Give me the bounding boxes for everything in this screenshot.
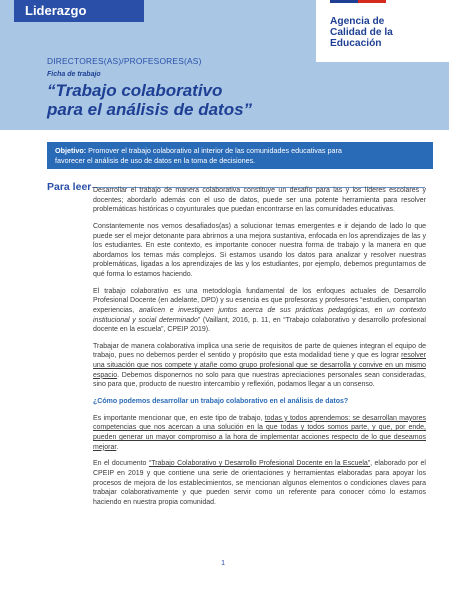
- p3-part-a: El trabajo colaborativo es una metodología fundamental de los enfoques actuales de Desarrollo Profesional Docente (en adelante, DPD) y su esencia es que profesoras y profesores “estudien, compartan experiencias,: [93, 287, 426, 314]
- page-number: 1: [221, 558, 226, 567]
- p6-part-b: , elaborado por el CPEIP en 2019 y que contiene una serie de orientaciones y herramientas elaboradas para apoyar los procesos de mejora de los establecimientos, se mencionan algunos elementos o condiciones claves para trabajar colaborativamente y que pueden servir como un referente para conocer cómo lo estamos haciendo en nuestra propia comunidad.: [93, 460, 426, 506]
- logo-line-2: Calidad de la: [330, 27, 393, 38]
- paragraph-6: [93, 459, 426, 507]
- logo-text: [330, 16, 393, 49]
- p6-part-a: En el documento: [93, 460, 149, 468]
- p3-italic-2: un contexto institucional y social determinado: [93, 306, 426, 324]
- logo-flag-blue: [330, 0, 358, 3]
- p4-part-a: Trabajar de manera colaborativa implica una serie de requisitos de parte de quienes integran el equipo de trabajo, pues no debemos perder el sentido y propósito que esta modalidad tiene y que es lograr: [93, 342, 426, 360]
- document-type: Ficha de trabajo: [47, 71, 101, 78]
- objective-box: [47, 142, 433, 169]
- objective-text-2: favorecer el análisis de uso de datos en la toma de decisiones.: [55, 156, 256, 165]
- reading-body: [93, 186, 426, 515]
- title-line-2: para el análisis de datos”: [47, 100, 253, 119]
- audience-breadcrumb: DIRECTORES(AS)/PROFESORES(AS): [47, 56, 202, 66]
- p3-italic-1: analicen e investiguen juntos acerca de sus prácticas pedagógicas: [138, 306, 368, 314]
- p5-part-a: Es importante mencionar que, en este tipo de trabajo,: [93, 414, 265, 422]
- question-heading: ¿Cómo podemos desarrollar un trabajo colaborativo en el análisis de datos?: [93, 398, 349, 406]
- logo-line-1: Agencia de: [330, 16, 385, 27]
- paragraph-4: [93, 342, 426, 390]
- objective-label: Objetivo:: [55, 146, 87, 155]
- p5-part-b: .: [116, 443, 119, 451]
- p3-part-b: , en: [367, 306, 388, 314]
- title-line-1: “Trabajo colaborativo: [47, 81, 223, 100]
- p4-part-b: . Debemos disponernos no solo para que nuestras apreciaciones personales sean consideradas, sino para que, producto de nuestro intercambio y reflexión, podamos llegar a un consenso.: [93, 371, 426, 389]
- p3-part-c: ” (Vaillant, 2016, p. 11, en “Trabajo colaborativo y desarrollo profesional docente en la escuela”, CPEIP 2019).: [93, 316, 426, 334]
- paragraph-3: [93, 287, 426, 335]
- header-banner: [0, 0, 449, 130]
- logo-line-3: Educación: [330, 38, 382, 49]
- p5-underlined: todas y todos aprendemos: se desarrollan mayores competencias que nos acercan a una solución en la que todas y todos somos parte, y que, por ende, pueden generar un mayor compromiso a la hora de implementar acciones respecto de lo que deseamos mejorar: [93, 414, 427, 451]
- objective-text-1: Promover el trabajo colaborativo al interior de las comunidades educativas para: [86, 146, 342, 155]
- paragraph-1: Desarrollar el trabajo de manera colaborativa constituye un desafío para las y los líderes escolares y docentes; abordarlo además con el uso de datos, puede ser una potente herramienta para resolver problemáticas históricas o coyunturales que puedan encontrarse en las comunidades educativas.: [93, 187, 426, 214]
- page-title: [47, 81, 252, 119]
- section-heading: Para leer: [47, 181, 92, 193]
- paragraph-5: [93, 414, 426, 452]
- paragraph-2: Constantemente nos vemos desafiados(as) a solucionar temas emergentes e ir dejando de lado lo que puede ser el mejor detonante para abrirnos a una mejora sustantiva, enfocada en los aprendizajes de las y los estudiantes. En este contexto, es importante conocer nuestra forma de trabajo y la manera en que abordamos los temas más complejos. Si estamos usando los datos para analizar y resolver nuestras problemáticas, ligadas a los aprendizajes de las y los estudiantes, por ejemplo, debemos preguntarnos de qué forma lo estamos haciendo.: [93, 222, 426, 278]
- p4-underlined: resolver una situación que nos compete y atañe como grupo profesional que se desarrolla y convive en un mismo espacio: [93, 352, 426, 379]
- logo-flag-red: [358, 0, 386, 3]
- p6-document-link: “Trabajo Colaborativo y Desarrollo Profesional Docente en la Escuela”: [148, 460, 371, 468]
- agency-logo: [316, 0, 449, 62]
- category-tag: Liderazgo: [14, 0, 144, 22]
